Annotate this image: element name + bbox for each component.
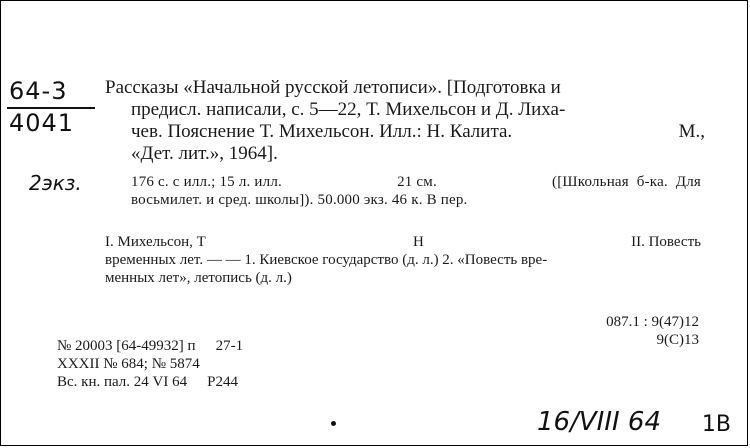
tracing-title-start: II. Повесть: [631, 234, 701, 250]
shelf-mark-top: 64-3: [9, 77, 68, 105]
shelf-mark-bottom: 4041: [9, 109, 75, 137]
registration-date: Вс. кн. пал. 24 VI 64: [57, 374, 188, 390]
tracing-line-3: менных лет», летопись (д. л.): [105, 270, 292, 286]
handwritten-date-signature: 16/VIII 64: [537, 407, 661, 437]
registration-number: № 20003 [64-49932] п: [57, 338, 196, 354]
phys-size: 21 см.: [397, 174, 437, 190]
entry-line-3-right: М.,: [678, 121, 705, 142]
registration-line-1: [57, 337, 243, 355]
entry-line-2: предисл. написали, с. 5—22, Т. Михельсон и Д. Лиха-: [131, 99, 566, 120]
registration-line-2: XXXII № 684; № 5874: [57, 356, 200, 372]
physical-description: [131, 173, 701, 209]
phys-line-1: [131, 173, 701, 191]
classification-line-2: 9(С)13: [656, 332, 699, 348]
registration-line-3: [57, 373, 243, 391]
tracing-author: I. Михельсон, Т: [105, 234, 206, 250]
registration-code: 27-1: [215, 338, 244, 354]
registration-info: [57, 337, 243, 391]
ink-dot: [331, 421, 336, 426]
phys-series: ([Школьная б-ка. Для: [552, 174, 701, 190]
registration-ref: Р244: [207, 374, 238, 390]
copies-note: 2экз.: [29, 171, 82, 195]
tracing-initial: Н: [413, 234, 424, 250]
tracings: [105, 233, 701, 287]
entry-line-4: «Дет. лит.», 1964].: [131, 143, 278, 164]
entry-line-3-left: чев. Пояснение Т. Михельсон. Илл.: Н. Калита.: [131, 121, 513, 142]
tracing-line-2: временных лет. — — 1. Киевское государство (д. л.) 2. «Повесть вре-: [105, 252, 548, 268]
classification-line-1: 087.1 : 9(47)12: [606, 314, 699, 330]
phys-extent: 176 с. с илл.; 15 л. илл.: [131, 174, 282, 190]
bibliographic-entry: [105, 77, 705, 165]
handwritten-code: 1В: [701, 412, 731, 437]
entry-line-3: [105, 121, 705, 143]
classification-codes: [606, 313, 699, 349]
tracing-line-1: [105, 233, 701, 251]
phys-line-2: восьмилет. и сред. школы]). 50.000 экз. 46 к. В пер.: [131, 192, 468, 208]
entry-line-1: Рассказы «Начальной русской летописи». [Подготовка и: [105, 77, 561, 98]
